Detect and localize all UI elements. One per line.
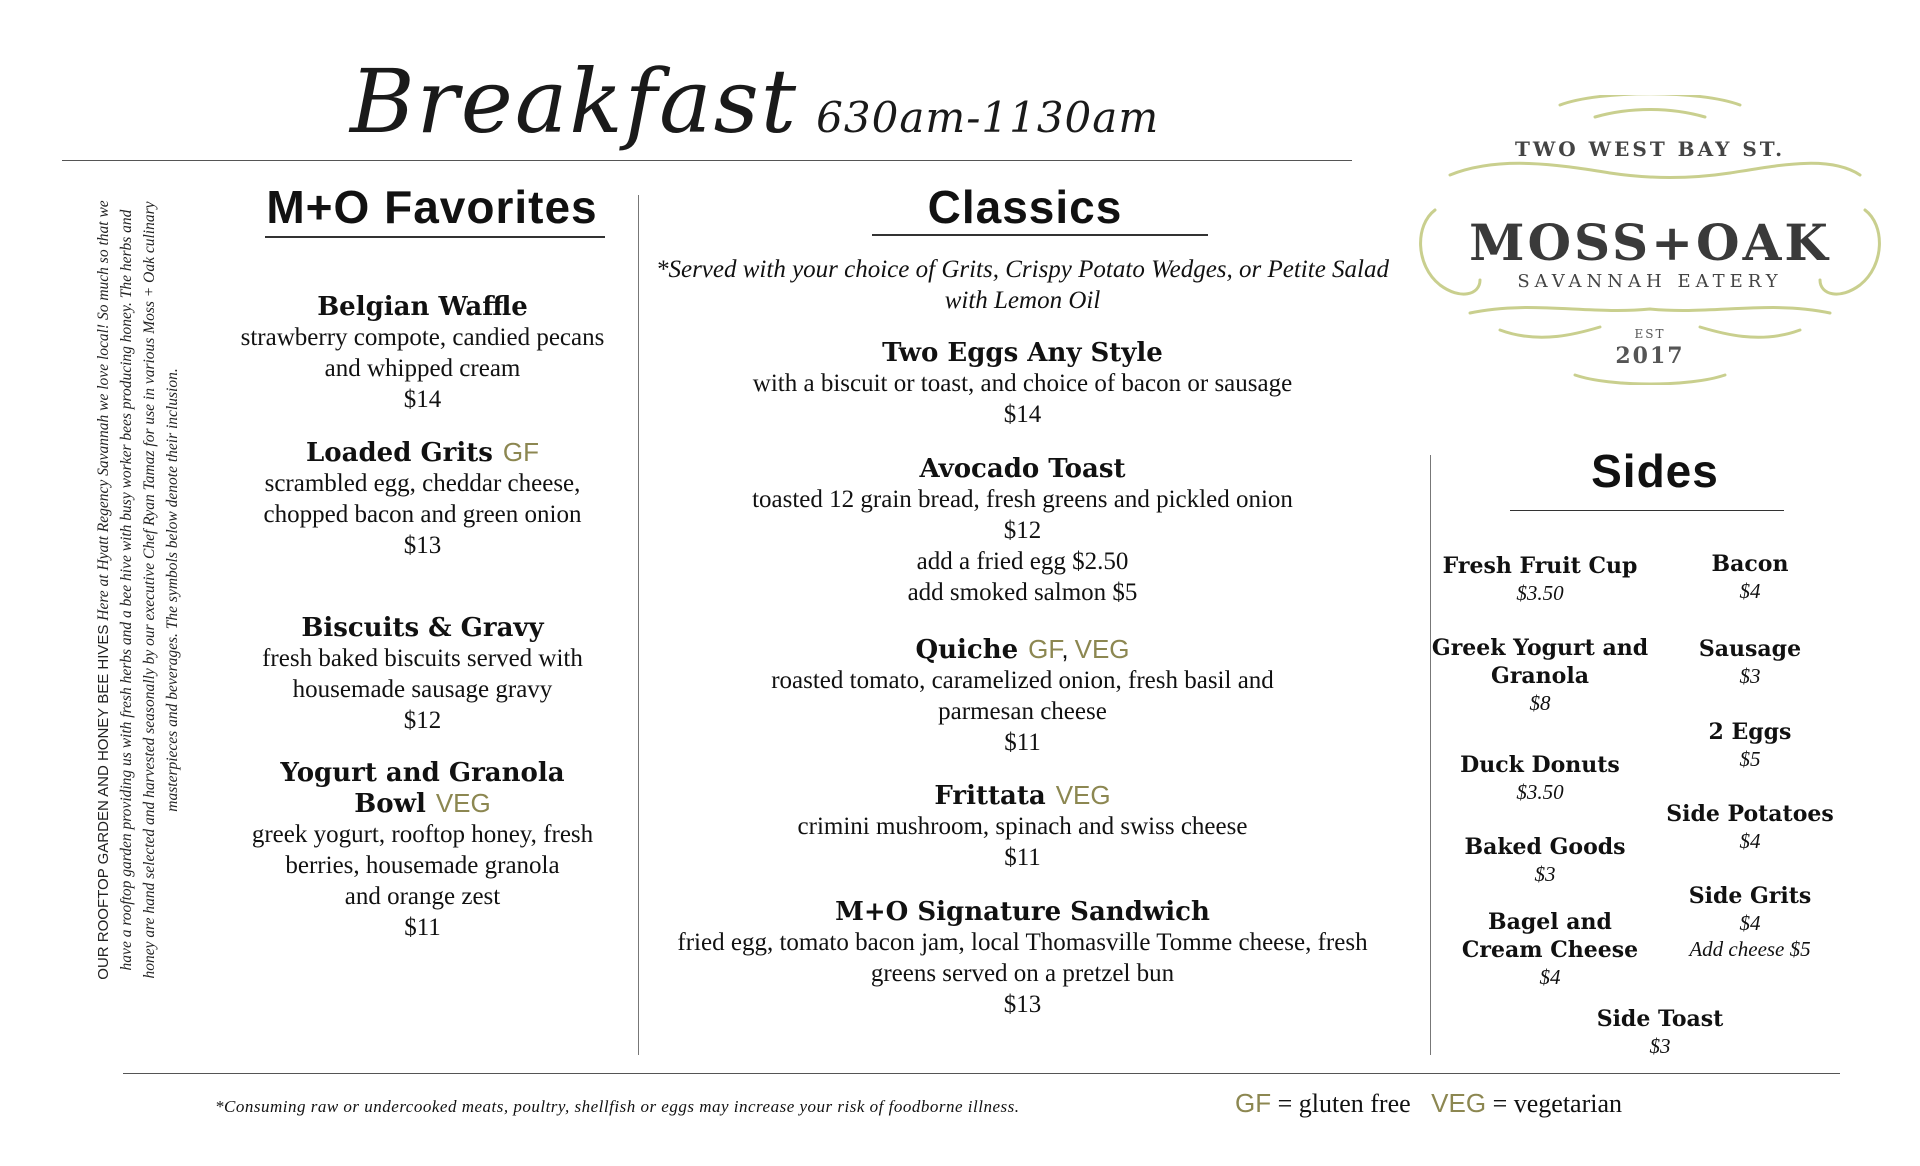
classics-heading: Classics bbox=[927, 181, 1123, 233]
side-item bbox=[1570, 1005, 1750, 1059]
item-description: crimini mushroom, spinach and swiss cheese bbox=[797, 813, 1248, 840]
breakfast-hours: 630am-1130am bbox=[816, 93, 1160, 142]
logo-name: MOSS+OAK bbox=[1469, 213, 1831, 272]
item-description: housemade sausage gravy bbox=[292, 676, 553, 703]
gf-legend-text: = gluten free bbox=[1271, 1089, 1411, 1118]
item-price: $12 bbox=[1003, 517, 1042, 544]
item-name: Biscuits & Gravy bbox=[301, 613, 544, 643]
veg-tag: VEG bbox=[1074, 634, 1130, 664]
side-name: Side Potatoes bbox=[1666, 801, 1834, 827]
sides-heading: Sides bbox=[1591, 445, 1719, 497]
side-price: $3 bbox=[1649, 1034, 1671, 1058]
item-description: greens served on a pretzel bun bbox=[870, 960, 1175, 987]
side-price: $4 bbox=[1739, 829, 1761, 853]
side-price: $4 bbox=[1539, 965, 1561, 989]
item-price: $11 bbox=[1004, 844, 1041, 871]
menu-item bbox=[210, 292, 635, 415]
menu-item bbox=[210, 437, 635, 561]
side-price: $8 bbox=[1529, 691, 1551, 715]
item-description: greek yogurt, rooftop honey, fresh bbox=[251, 821, 594, 848]
side-name: Baked Goods bbox=[1464, 834, 1626, 860]
favorites-column bbox=[210, 292, 635, 943]
side-item bbox=[1430, 634, 1650, 716]
item-price: $12 bbox=[403, 707, 442, 734]
side-price: $5 bbox=[1739, 747, 1761, 771]
menu-item bbox=[650, 634, 1395, 758]
side-item bbox=[1440, 908, 1660, 990]
logo-address: TWO WEST BAY ST. bbox=[1514, 137, 1786, 161]
side-item bbox=[1660, 800, 1840, 854]
gf-tag: GF bbox=[502, 437, 539, 467]
menu-item bbox=[650, 454, 1395, 608]
item-price: $11 bbox=[1004, 729, 1041, 756]
classics-sides-note: *Served with your choice of Grits, Crispy Potato Wedges, or Petite Salad with Lemon Oil bbox=[655, 256, 1389, 314]
item-description: parmesan cheese bbox=[938, 698, 1107, 725]
item-description: and orange zest bbox=[344, 883, 501, 910]
favorites-heading: M+O Favorites bbox=[266, 181, 598, 233]
side-price: $4 bbox=[1739, 579, 1761, 603]
side-name: Duck Donuts bbox=[1460, 752, 1620, 778]
side-name: Greek Yogurt and bbox=[1431, 635, 1649, 661]
menu-item bbox=[650, 897, 1395, 1020]
side-price: $4 bbox=[1739, 911, 1761, 935]
side-price: $3.50 bbox=[1516, 780, 1564, 804]
item-addon: add a fried egg $2.50 bbox=[916, 548, 1129, 575]
dietary-legend bbox=[1235, 1088, 1622, 1119]
item-description: with a biscuit or toast, and choice of bacon or sausage bbox=[752, 370, 1293, 397]
item-description: fried egg, tomato bacon jam, local Thomasville Tomme cheese, fresh bbox=[677, 929, 1368, 956]
item-price: $13 bbox=[403, 532, 442, 559]
item-name-text: Quiche bbox=[915, 635, 1019, 665]
side-name: Bacon bbox=[1711, 551, 1789, 577]
side-name: Side Grits bbox=[1688, 883, 1812, 909]
item-name bbox=[210, 437, 635, 468]
item-description: chopped bacon and green onion bbox=[263, 501, 582, 528]
veg-tag: VEG bbox=[1055, 780, 1111, 810]
side-item bbox=[1670, 635, 1830, 689]
item-price: $13 bbox=[1003, 991, 1042, 1018]
side-name: Side Toast bbox=[1596, 1006, 1724, 1032]
veg-tag: VEG bbox=[435, 788, 491, 818]
favorites-underline bbox=[265, 236, 605, 238]
menu-item bbox=[650, 780, 1395, 873]
moss-oak-logo bbox=[1410, 95, 1890, 385]
menu-title bbox=[350, 50, 1159, 153]
gf-legend-tag: GF bbox=[1235, 1088, 1272, 1118]
column-divider-left bbox=[638, 195, 639, 1055]
side-item bbox=[1660, 882, 1840, 962]
item-name: Two Eggs Any Style bbox=[882, 338, 1163, 368]
item-name-text: Yogurt and Granola Bowl bbox=[280, 758, 565, 819]
item-description: strawberry compote, candied pecans bbox=[240, 324, 605, 351]
side-name: Granola bbox=[1491, 663, 1589, 689]
menu-item bbox=[210, 758, 635, 943]
side-item bbox=[1440, 552, 1640, 606]
rooftop-garden-body: Here at Hyatt Regency Savannah we love local! So much so that we have a rooftop garden providing us with fresh herbs and a bee hive with busy worker bees producing honey. The herbs and honey are hand selected and harvested seasonally by our executive Chef Ryan Tamaz for use in various Moss + Oak culinary masterpieces and beverages. The symbols below denote their inclusion. bbox=[95, 200, 181, 979]
rooftop-garden-note bbox=[92, 190, 202, 990]
item-description: toasted 12 grain bread, fresh greens and pickled onion bbox=[752, 486, 1293, 513]
item-name: Belgian Waffle bbox=[317, 292, 528, 322]
item-price: $14 bbox=[1003, 401, 1042, 428]
side-price: $3.50 bbox=[1516, 581, 1564, 605]
menu-item bbox=[650, 338, 1395, 430]
side-item bbox=[1440, 833, 1650, 887]
item-description: berries, housemade granola bbox=[285, 852, 560, 879]
side-price: $3 bbox=[1739, 664, 1761, 688]
item-price: $11 bbox=[404, 914, 441, 941]
item-name-text: Loaded Grits bbox=[306, 438, 493, 468]
logo-subtitle: SAVANNAH EATERY bbox=[1517, 271, 1783, 292]
rooftop-garden-lead: OUR ROOFTOP GARDEN AND HONEY BEE HIVES bbox=[95, 624, 112, 980]
side-item bbox=[1440, 751, 1640, 805]
item-name bbox=[210, 758, 635, 819]
veg-legend-text: = vegetarian bbox=[1486, 1089, 1623, 1118]
sides-underline bbox=[1510, 510, 1784, 511]
title-divider bbox=[62, 160, 1352, 161]
foodborne-illness-warning: *Consuming raw or undercooked meats, poultry, shellfish or eggs may increase your risk of foodborne illness. bbox=[215, 1097, 1020, 1116]
column-divider-right bbox=[1430, 455, 1431, 1055]
classics-underline bbox=[872, 234, 1208, 236]
side-name: Bagel and bbox=[1488, 909, 1612, 935]
item-name bbox=[650, 780, 1395, 811]
tag-separator: , bbox=[1061, 634, 1069, 664]
side-addon: Add cheese $5 bbox=[1689, 937, 1811, 961]
side-item bbox=[1670, 718, 1830, 772]
item-description: scrambled egg, cheddar cheese, bbox=[264, 470, 581, 497]
logo-year: 2017 bbox=[1615, 343, 1685, 369]
item-description: fresh baked biscuits served with bbox=[262, 645, 583, 672]
side-price: $3 bbox=[1534, 862, 1556, 886]
classics-column bbox=[650, 254, 1395, 1020]
gf-tag: GF bbox=[1028, 634, 1062, 664]
menu-item bbox=[210, 613, 635, 736]
side-name: Sausage bbox=[1698, 636, 1802, 662]
item-name bbox=[650, 634, 1395, 665]
item-description: and whipped cream bbox=[324, 355, 521, 382]
veg-legend-tag: VEG bbox=[1431, 1088, 1487, 1118]
item-description: roasted tomato, caramelized onion, fresh basil and bbox=[771, 667, 1274, 694]
item-price: $14 bbox=[403, 386, 442, 413]
side-name: Fresh Fruit Cup bbox=[1442, 553, 1638, 579]
item-name: Avocado Toast bbox=[919, 454, 1126, 484]
item-addon: add smoked salmon $5 bbox=[907, 579, 1138, 606]
breakfast-heading: Breakfast bbox=[350, 50, 799, 153]
side-name: Cream Cheese bbox=[1461, 937, 1639, 963]
logo-est: EST bbox=[1634, 327, 1666, 341]
footer-divider bbox=[123, 1073, 1840, 1074]
item-name: M+O Signature Sandwich bbox=[835, 897, 1210, 927]
side-name: 2 Eggs bbox=[1708, 719, 1792, 745]
side-item bbox=[1670, 550, 1830, 604]
item-name-text: Frittata bbox=[934, 781, 1046, 811]
